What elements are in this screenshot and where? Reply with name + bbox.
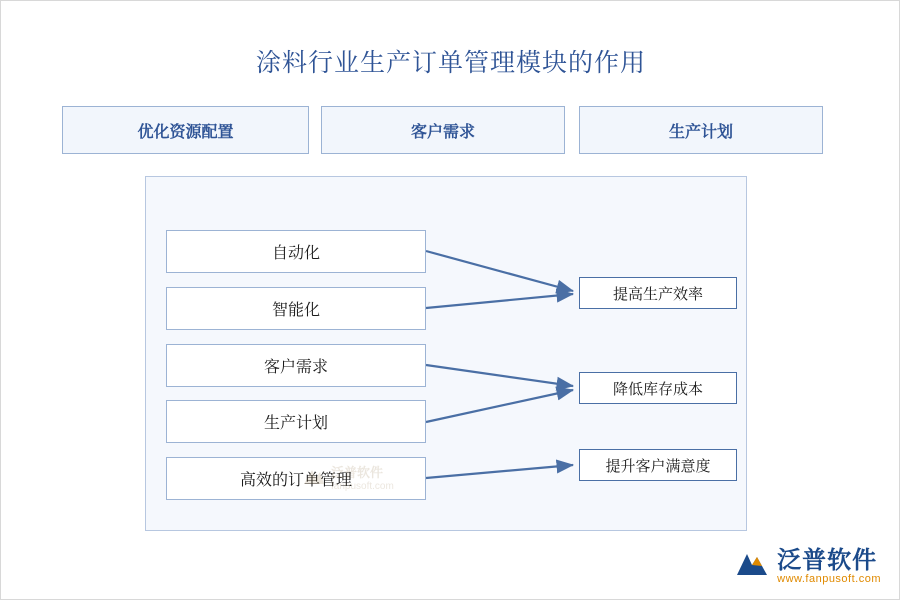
output-box-label: 提高生产效率 bbox=[612, 285, 703, 303]
brand-logo-text bbox=[777, 548, 881, 585]
top-box-customer-demand[interactable] bbox=[321, 106, 565, 154]
top-box-label: 优化资源配置 bbox=[137, 123, 234, 141]
top-box-optimize-resources[interactable] bbox=[62, 106, 309, 154]
top-box-production-plan[interactable] bbox=[579, 106, 823, 154]
watermark-logo-icon bbox=[301, 466, 327, 492]
top-box-label: 生产计划 bbox=[668, 123, 733, 141]
input-box-production-plan[interactable] bbox=[166, 400, 426, 443]
top-box-label: 客户需求 bbox=[410, 123, 475, 141]
center-watermark bbox=[301, 456, 441, 502]
input-box-label: 客户需求 bbox=[263, 359, 328, 376]
output-box-label: 提升客户满意度 bbox=[605, 457, 711, 475]
input-box-label: 自动化 bbox=[271, 245, 320, 262]
brand-logo-icon bbox=[735, 549, 769, 583]
input-box-label: 高效的订单管理 bbox=[239, 472, 352, 489]
output-box-improve-efficiency[interactable] bbox=[579, 277, 737, 309]
output-box-label: 降低库存成本 bbox=[612, 380, 703, 398]
brand-name-cn: 泛普软件 bbox=[777, 546, 878, 574]
brand-logo bbox=[735, 548, 881, 585]
watermark-line1: 泛普软件 bbox=[331, 465, 384, 481]
input-box-label: 生产计划 bbox=[263, 415, 328, 432]
watermark-line2: fanpusoft.com bbox=[331, 480, 394, 492]
brand-name-en: www.fanpusoft.com bbox=[777, 572, 881, 585]
input-box-intelligence[interactable] bbox=[166, 287, 426, 330]
page-title: 涂料行业生产订单管理模块的作用 bbox=[255, 49, 646, 77]
output-box-reduce-inventory-cost[interactable] bbox=[579, 372, 737, 404]
input-box-customer-demand[interactable] bbox=[166, 344, 426, 387]
output-box-improve-satisfaction[interactable] bbox=[579, 449, 737, 481]
input-box-label: 智能化 bbox=[271, 302, 320, 319]
input-box-automation[interactable] bbox=[166, 230, 426, 273]
